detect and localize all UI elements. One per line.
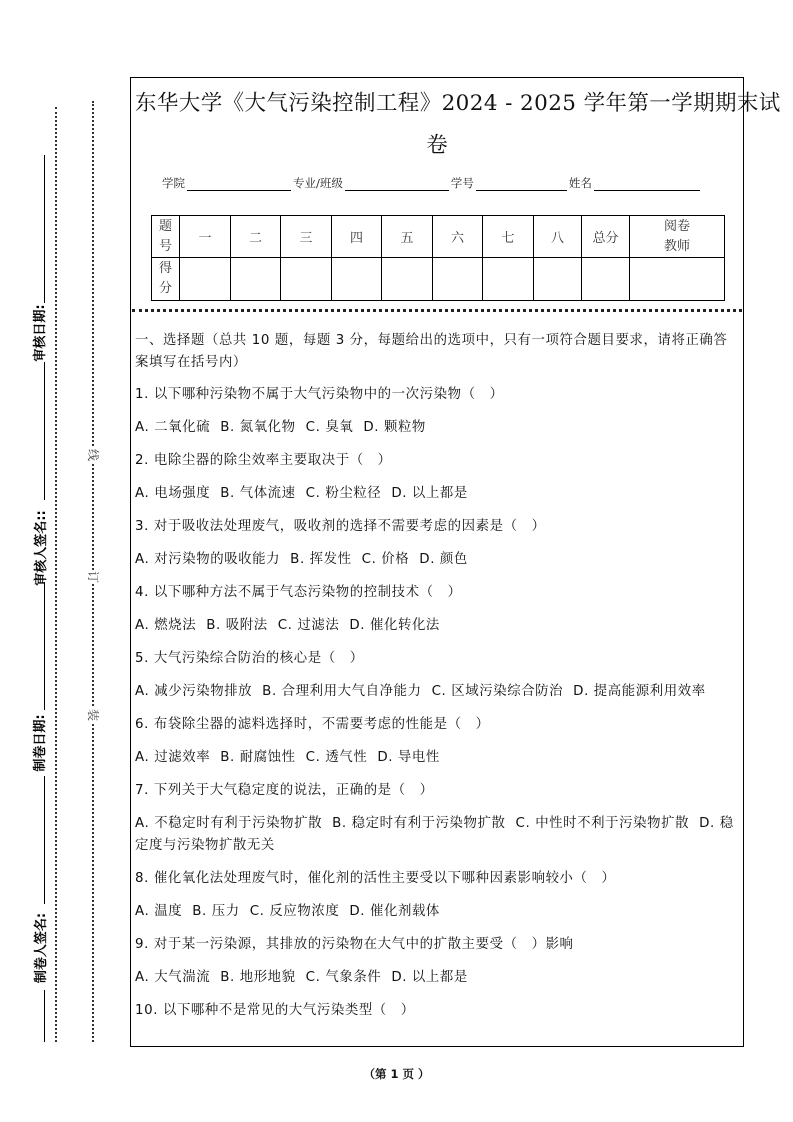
option-b: B. 稳定时有利于污染物扩散 (332, 816, 506, 831)
option-d: D. 导电性 (377, 750, 440, 765)
option-c: C. 透气性 (305, 750, 368, 765)
score-cell-4[interactable] (332, 258, 382, 301)
review-date-label: 审核日期: (33, 304, 48, 362)
binding-char-xian: 线 (86, 448, 100, 461)
major-class-field[interactable] (345, 176, 449, 191)
preparer-signature-line (44, 776, 45, 904)
option-a: A. 温度 (135, 903, 183, 919)
option-a: A. 二氧化硫 (135, 420, 211, 435)
option-a: A. 大气湍流 (135, 969, 211, 985)
option-c: C. 气象条件 (305, 969, 382, 985)
question-number-label: 题 号 (152, 216, 180, 258)
question-8-options (135, 901, 741, 923)
score-table (151, 215, 725, 301)
option-d: D. 以上都是 (391, 969, 468, 985)
score-cell-grader[interactable] (630, 258, 725, 301)
reviewer-signature-line (44, 362, 45, 500)
question-9-options (135, 967, 741, 989)
col-header-5: 五 (382, 216, 433, 258)
option-c: C. 粉尘粒径 (305, 486, 382, 501)
option-c: C. 价格 (361, 552, 410, 567)
college-label: 学院 (162, 176, 185, 190)
student-id-field[interactable] (476, 176, 567, 191)
preparation-date-label: 制卷日期: (33, 714, 48, 772)
option-b: B. 挥发性 (290, 552, 352, 567)
option-a: A. 减少污染物排放 (135, 684, 253, 699)
question-2: 2. 电除尘器的除尘效率主要取决于（ ） (135, 453, 392, 468)
bottom-signature-line (44, 990, 45, 1042)
question-6-options (135, 747, 741, 769)
option-b: B. 地形地貌 (220, 969, 296, 985)
score-table-score-row (152, 258, 725, 301)
score-cell-1[interactable] (180, 258, 231, 301)
score-cell-3[interactable] (281, 258, 332, 301)
option-b: B. 耐腐蚀性 (220, 750, 296, 765)
major-class-label: 专业/班级 (293, 176, 343, 190)
reviewer-signature-label: 审核人签名:: (34, 510, 49, 586)
name-label: 姓名 (568, 176, 592, 190)
option-d: D. 颜色 (419, 552, 468, 567)
preparation-date-line (44, 582, 45, 710)
page-number: （第 1 页 ） (363, 1067, 430, 1081)
col-header-grader: 阅卷 教师 (630, 216, 725, 258)
binding-char-zhuang: 装 (86, 708, 100, 721)
header-separator-dotted (132, 309, 742, 312)
section-1-heading: 一、选择题（总共 10 题，每题 3 分，每题给出的选项中，只有一项符合题目要求，请将正确答案填写在括号内） (135, 333, 728, 370)
option-b: B. 氮氧化物 (220, 420, 296, 435)
option-b: B. 压力 (192, 903, 240, 919)
col-header-3: 三 (281, 216, 332, 258)
exam-content (135, 330, 741, 1033)
question-3-options (135, 549, 741, 571)
col-header-6: 六 (433, 216, 483, 258)
question-1: 1. 以下哪种污染物不属于大气污染物中的一次污染物（ ） (135, 387, 504, 402)
col-header-total: 总分 (582, 216, 630, 258)
option-d: D. 以上都是 (391, 486, 468, 501)
score-cell-7[interactable] (483, 258, 534, 301)
option-a: A. 对污染物的吸收能力 (135, 552, 281, 567)
review-date-line (44, 155, 45, 303)
option-c: C. 中性时不利于污染物扩散 (515, 816, 690, 831)
option-c: C. 臭氧 (305, 420, 354, 435)
exam-title: 东华大学《大气污染控制工程》2024 - 2025 学年第一学期期末试 (135, 91, 781, 116)
question-6: 6. 布袋除尘器的滤料选择时，不需要考虑的性能是（ ） (135, 717, 490, 732)
option-d: D. 催化转化法 (349, 618, 440, 633)
question-7: 7. 下列关于大气稳定度的说法，正确的是（ ） (135, 783, 434, 798)
col-header-8: 八 (534, 216, 582, 258)
option-a: A. 电场强度 (135, 486, 211, 501)
option-c: C. 反应物浓度 (249, 903, 340, 919)
preparer-signature-label: 制卷人签名: (34, 912, 49, 984)
option-b: B. 合理利用大气自净能力 (262, 684, 422, 699)
binding-char-ding: 订 (86, 570, 100, 583)
option-a: A. 燃烧法 (135, 618, 197, 633)
option-d: D. 颗粒物 (363, 420, 426, 435)
question-10: 10. 以下哪种不是常见的大气污染类型（ ） (135, 1002, 415, 1018)
score-cell-5[interactable] (382, 258, 433, 301)
exam-title-continued: 卷 (426, 133, 448, 158)
option-b: B. 气体流速 (220, 486, 296, 501)
question-3: 3. 对于吸收法处理废气，吸收剂的选择不需要考虑的因素是（ ） (135, 519, 546, 534)
question-5-options (135, 681, 741, 703)
question-5: 5. 大气污染综合防治的核心是（ ） (135, 651, 364, 666)
option-c: C. 过滤法 (277, 618, 340, 633)
score-cell-total[interactable] (582, 258, 630, 301)
binding-dotted-line-outer (55, 107, 57, 1042)
option-b: B. 吸附法 (206, 618, 268, 633)
score-cell-8[interactable] (534, 258, 582, 301)
question-9: 9. 对于某一污染源，其排放的污染物在大气中的扩散主要受（ ）影响 (135, 936, 574, 952)
col-header-7: 七 (483, 216, 534, 258)
question-1-options (135, 417, 741, 439)
option-a: A. 过滤效率 (135, 750, 211, 765)
score-table-header-row (152, 216, 725, 258)
option-d: D. 催化剂载体 (349, 903, 440, 919)
question-4: 4. 以下哪种方法不属于气态污染物的控制技术（ ） (135, 585, 462, 600)
name-field[interactable] (594, 176, 700, 191)
option-c: C. 区域污染综合防治 (431, 684, 564, 699)
score-label: 得 分 (152, 258, 180, 301)
score-cell-6[interactable] (433, 258, 483, 301)
option-d: D. 稳定度与污染物扩散无关 (135, 816, 734, 853)
question-7-options (135, 813, 741, 856)
col-header-2: 二 (231, 216, 281, 258)
question-8: 8. 催化氧化法处理废气时，催化剂的活性主要受以下哪种因素影响较小（ ） (135, 870, 616, 886)
option-d: D. 提高能源利用效率 (573, 684, 706, 699)
col-header-4: 四 (332, 216, 382, 258)
college-field[interactable] (187, 176, 291, 191)
student-info-row (162, 173, 702, 191)
score-cell-2[interactable] (231, 258, 281, 301)
question-2-options (135, 483, 741, 505)
student-id-label: 学号 (450, 176, 474, 190)
question-4-options (135, 615, 741, 637)
option-a: A. 不稳定时有利于污染物扩散 (135, 816, 323, 831)
col-header-1: 一 (180, 216, 231, 258)
